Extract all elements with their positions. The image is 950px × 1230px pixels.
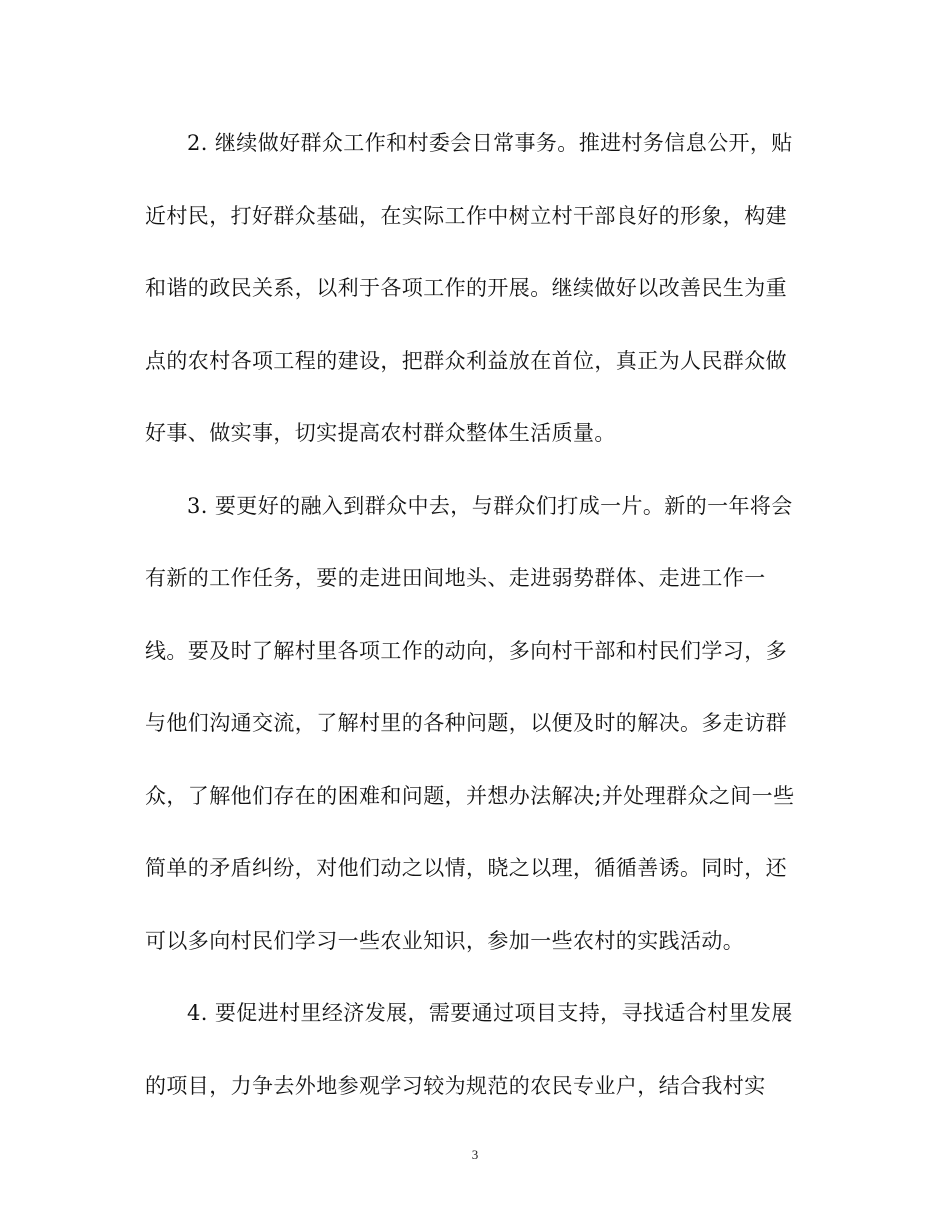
paragraph-3-line-7: 可以多向村民们学习一些农业知识，参加一些农村的实践活动。 xyxy=(145,929,745,953)
paragraph-3-line-6: 简单的矛盾纠纷，对他们动之以情，晓之以理，循循善诱。同时，还 xyxy=(145,856,787,880)
paragraph-3-line-4: 与他们沟通交流，了解村里的各种问题，以便及时的解决。多走访群 xyxy=(145,711,787,735)
paragraph-2-line-1: 2. 继续做好群众工作和村委会日常事务。推进村务信息公开，贴 xyxy=(187,131,793,155)
paragraph-4-line-2: 的项目，力争去外地参观学习较为规范的农民专业户，结合我村实 xyxy=(145,1074,766,1098)
paragraph-2-line-5: 好事、做实事，切实提高农村群众整体生活质量。 xyxy=(145,421,616,445)
page-number: 3 xyxy=(471,1147,479,1162)
paragraph-2-line-2: 近村民，打好群众基础，在实际工作中树立村干部良好的形象，构建 xyxy=(145,204,787,228)
paragraph-4-line-1: 4. 要促进村里经济发展，需要通过项目支持，寻找适合村里发展 xyxy=(187,1001,793,1025)
paragraph-3-line-1: 3. 要更好的融入到群众中去，与群众们打成一片。新的一年将会 xyxy=(187,494,793,518)
paragraph-3-line-3: 线。要及时了解村里各项工作的动向，多向村干部和村民们学习，多 xyxy=(145,639,787,663)
paragraph-2-line-4: 点的农村各项工程的建设，把群众利益放在首位，真正为人民群众做 xyxy=(145,349,787,373)
paragraph-2-line-3: 和谐的政民关系，以利于各项工作的开展。继续做好以改善民生为重 xyxy=(145,276,787,300)
paragraph-3-line-2: 有新的工作任务，要的走进田间地头、走进弱势群体、走进工作一 xyxy=(145,566,766,590)
paragraph-3-line-5: 众，了解他们存在的困难和问题，并想办法解决;并处理群众之间一些 xyxy=(145,784,795,808)
